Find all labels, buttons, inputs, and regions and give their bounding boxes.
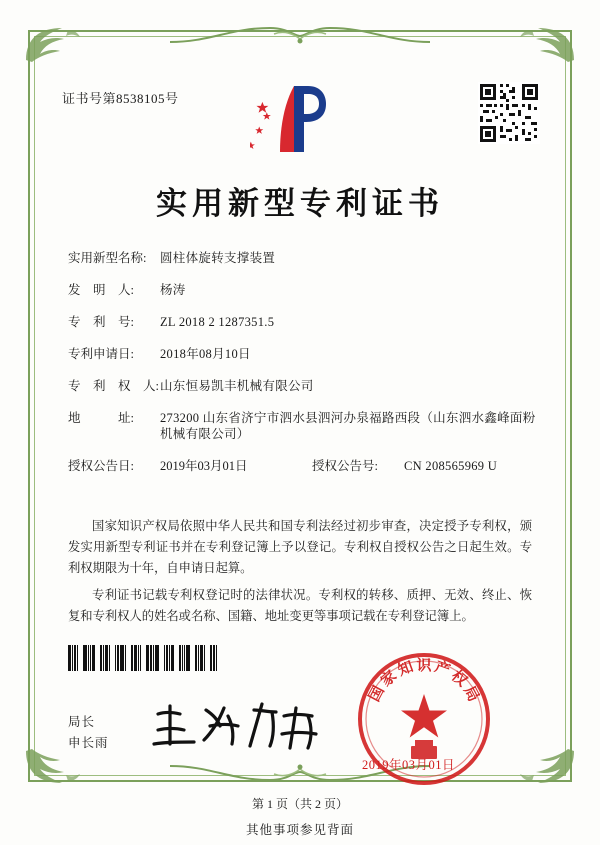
field-value-grant-number: CN 208565969 U	[404, 459, 498, 473]
field-label: 专 利 号:	[68, 315, 134, 329]
field-label-grant-date: 授权公告日:	[68, 459, 134, 473]
back-side-note: 其他事项参见背面	[245, 823, 354, 837]
svg-text:国: 国	[364, 682, 388, 705]
legal-text-block	[68, 516, 532, 633]
field-row-address	[68, 410, 538, 442]
svg-text:家: 家	[377, 666, 401, 690]
field-list	[68, 250, 538, 490]
svg-text:知: 知	[395, 657, 416, 680]
field-label-grant-number: 授权公告号:	[312, 459, 378, 473]
patent-office-logo-icon	[250, 82, 350, 156]
svg-text:产: 产	[432, 657, 453, 680]
qr-code	[478, 82, 540, 144]
field-row-utility-model-name	[68, 250, 538, 266]
field-row-patent-number	[68, 314, 538, 330]
field-row-application-date	[68, 346, 538, 362]
svg-text:局: 局	[460, 682, 484, 705]
top-flourish-ornament-icon	[170, 22, 430, 48]
field-row-grant-announcement	[68, 458, 538, 474]
page-title: 实用新型专利证书	[156, 186, 444, 222]
field-value: 山东恒易凯丰机械有限公司	[160, 379, 314, 393]
svg-text:识: 识	[416, 656, 432, 674]
field-value: 圆柱体旋转支撑装置	[160, 251, 276, 265]
director-name-label: 申长雨	[68, 736, 109, 750]
paragraph-register-statement: 专利证书记载专利权登记时的法律状况。专利权的转移、质押、无效、终止、恢复和专利权人的姓名或名称、国籍、地址变更等事项记载在专利登记簿上。	[68, 588, 532, 623]
field-value: 273200 山东省济宁市泗水县泗河办泉福路西段（山东泗水鑫峰面粉机械有限公司）	[160, 411, 536, 441]
field-value: 杨涛	[160, 283, 186, 297]
page-number: 第 1 页（共 2 页）	[251, 797, 348, 811]
field-label: 地 址:	[68, 411, 134, 425]
handwritten-signature	[150, 700, 325, 754]
field-label: 专利申请日:	[68, 347, 134, 361]
field-label: 发 明 人:	[68, 283, 134, 297]
field-value: 2018年08月10日	[160, 347, 251, 361]
field-value-grant-date: 2019年03月01日	[160, 459, 248, 473]
seal-date: 2019年03月01日	[362, 758, 456, 772]
director-title-label: 局长	[68, 715, 96, 729]
paragraph-grant-statement: 国家知识产权局依照中华人民共和国专利法经过初步审查，决定授予专利权，颁发实用新型专利证书并在专利登记簿上予以登记。专利权自授权公告之日起生效。专利权期限为十年，自申请日起算。	[68, 519, 532, 575]
svg-text:权: 权	[447, 666, 471, 690]
field-row-patentee	[68, 378, 538, 394]
certificate-number: 证书号第8538105号	[62, 91, 179, 106]
field-value: ZL 2018 2 1287351.5	[160, 315, 275, 329]
field-label: 实用新型名称:	[68, 251, 147, 265]
field-label: 专 利 权 人:	[68, 379, 159, 393]
field-row-inventor	[68, 282, 538, 298]
signature-labels	[68, 712, 109, 754]
barcode	[68, 645, 218, 671]
